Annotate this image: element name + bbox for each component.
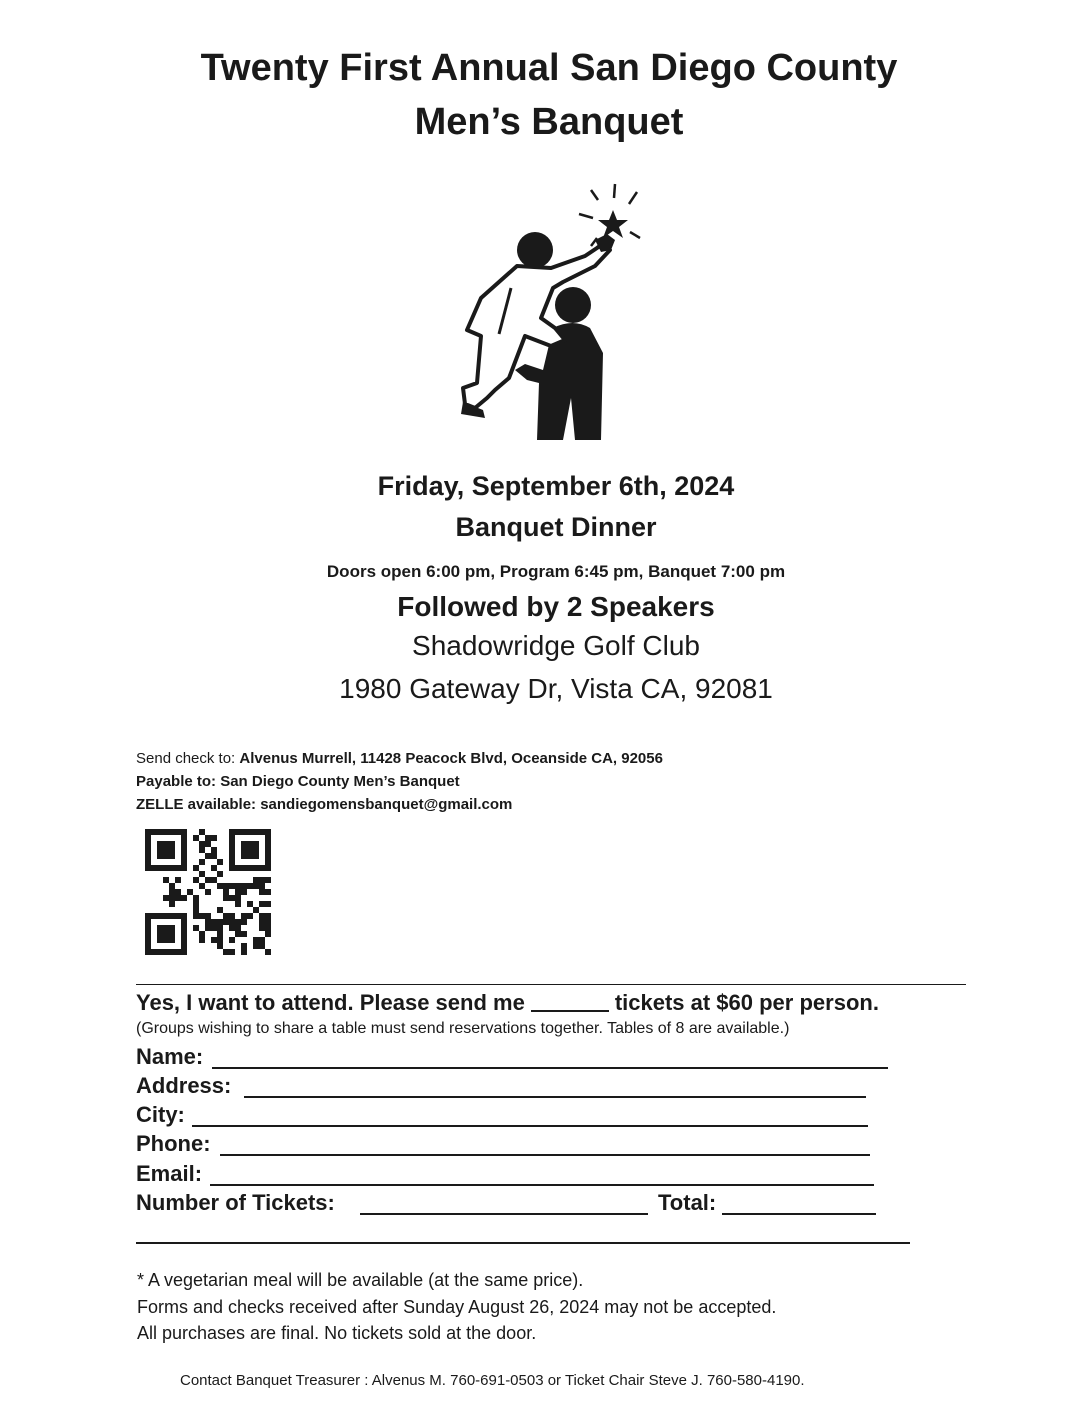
- send-check-line: [136, 748, 663, 770]
- deadline-note: Forms and checks received after Sunday August 26, 2024 may not be accepted.: [137, 1297, 777, 1317]
- email-label: Email:: [136, 1161, 203, 1186]
- vegetarian-note: * A vegetarian meal will be available (at the same price).: [137, 1270, 584, 1290]
- number-of-tickets-field[interactable]: [360, 1213, 648, 1215]
- address-label: Address:: [136, 1073, 232, 1098]
- two-men-helping-reach-star-icon: [455, 178, 665, 443]
- separator-line: [136, 984, 966, 985]
- total-label: Total:: [658, 1190, 717, 1215]
- contact-line: Contact Banquet Treasurer : Alvenus M. 760-691-0503 or Ticket Chair Steve J. 760-580-4190.: [180, 1372, 805, 1389]
- event-address: 1980 Gateway Dr, Vista CA, 92081: [339, 673, 773, 704]
- payable-to-line: Payable to: San Diego County Men’s Banquet: [136, 773, 460, 790]
- send-check-prefix: Send check to:: [136, 750, 240, 767]
- event-speakers: Followed by 2 Speakers: [397, 591, 715, 622]
- number-of-tickets-label: Number of Tickets:: [136, 1190, 335, 1215]
- name-field[interactable]: [212, 1067, 888, 1069]
- event-type: Banquet Dinner: [455, 512, 657, 542]
- groups-note: (Groups wishing to share a table must send reservations together. Tables of 8 are available.): [136, 1020, 790, 1037]
- ticket-count-blank[interactable]: [531, 990, 609, 1012]
- city-field[interactable]: [192, 1125, 868, 1127]
- title-line-2: Men’s Banquet: [414, 101, 684, 143]
- event-venue: Shadowridge Golf Club: [412, 630, 700, 661]
- send-check-address: Alvenus Murrell, 11428 Peacock Blvd, Oceanside CA, 92056: [239, 750, 663, 767]
- attend-prefix: Yes, I want to attend. Please send me: [136, 990, 525, 1015]
- phone-label: Phone:: [136, 1131, 211, 1156]
- qr-code-icon: [145, 828, 271, 956]
- event-schedule: Doors open 6:00 pm, Program 6:45 pm, Banquet 7:00 pm: [326, 562, 786, 581]
- address-field[interactable]: [244, 1096, 866, 1098]
- title-line-1: Twenty First Annual San Diego County: [200, 47, 898, 89]
- event-date: Friday, September 6th, 2024: [377, 471, 735, 501]
- extra-line: [136, 1242, 910, 1244]
- name-label: Name:: [136, 1044, 204, 1069]
- total-field[interactable]: [722, 1213, 876, 1215]
- city-label: City:: [136, 1102, 185, 1127]
- zelle-line: ZELLE available: sandiegomensbanquet@gmail.com: [136, 796, 513, 813]
- final-sale-note: All purchases are final. No tickets sold at the door.: [137, 1323, 537, 1343]
- attend-suffix: tickets at $60 per person.: [614, 990, 879, 1015]
- attend-line: [136, 988, 879, 1018]
- phone-field[interactable]: [220, 1154, 870, 1156]
- email-field[interactable]: [210, 1184, 874, 1186]
